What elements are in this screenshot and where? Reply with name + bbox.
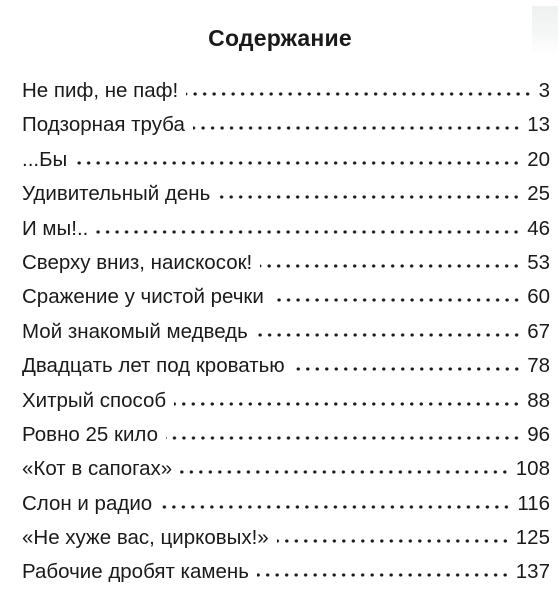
toc-entry-page-number: 67	[527, 319, 550, 343]
toc-entry-page-number: 96	[527, 422, 550, 446]
toc-entry-page-number: 46	[527, 216, 550, 240]
toc-entry	[22, 452, 550, 486]
toc-entry-page-number: 137	[515, 560, 550, 584]
dot-leader	[186, 92, 532, 96]
dot-leader	[277, 539, 510, 543]
toc-entry-page-number: 125	[515, 526, 550, 550]
toc-entry-title: Не пиф, не паф!	[22, 79, 179, 102]
toc-entry-title: Удивительный день	[22, 182, 211, 206]
dot-leader	[260, 264, 521, 268]
dot-leader	[75, 161, 521, 165]
dot-leader	[256, 333, 521, 337]
toc-entry	[22, 555, 550, 589]
toc-entry-page-number: 53	[527, 250, 550, 274]
toc-entry-title: Хитрый способ	[22, 388, 167, 412]
toc-entry-page-number: 78	[527, 354, 550, 378]
toc-entry	[22, 212, 550, 246]
toc-entry-title: Рабочие дробят камень	[22, 560, 249, 584]
toc-entry-title: ...Бы	[22, 147, 68, 171]
toc-entry-page-number: 25	[527, 182, 550, 206]
dot-leader	[257, 573, 510, 577]
dot-leader	[218, 195, 521, 199]
toc-entry-title: Сражение у чистой речки	[22, 285, 264, 309]
toc-entry	[22, 108, 550, 142]
toc-entry-page-number: 13	[527, 113, 550, 137]
toc-entry-title: «Кот в сапогах»	[22, 457, 173, 481]
toc-entry-title: И мы!..	[22, 216, 89, 240]
dot-leader	[160, 505, 511, 509]
toc-entry-title: «Не хуже вас, цирковых!»	[22, 526, 269, 550]
toc-entry	[22, 487, 550, 521]
toc-entry-page-number: 60	[527, 285, 550, 309]
toc-entry	[22, 177, 550, 211]
toc-entry	[22, 143, 550, 177]
toc-entry-page-number: 20	[527, 147, 550, 171]
dot-leader	[166, 436, 521, 440]
table-of-contents	[22, 74, 550, 590]
toc-entry	[22, 521, 550, 555]
toc-entry-title: Мой знакомый медведь	[22, 319, 248, 343]
toc-entry-title: Подзорная труба	[22, 113, 185, 137]
toc-entry	[22, 418, 550, 452]
toc-entry-title: Слон и радио	[22, 491, 153, 515]
toc-entry	[22, 384, 550, 418]
dot-leader	[272, 298, 521, 302]
toc-entry-title: Ровно 25 кило	[22, 422, 158, 446]
toc-entry-title: Сверху вниз, наискосок!	[22, 250, 253, 274]
toc-entry	[22, 349, 550, 383]
toc-entry	[22, 280, 550, 314]
toc-entry	[22, 74, 550, 108]
toc-entry-page-number: 108	[515, 457, 550, 481]
dot-leader	[293, 367, 522, 371]
toc-entry-page-number: 88	[527, 388, 550, 412]
toc-entry-page-number: 3	[538, 79, 550, 102]
toc-entry-title: Двадцать лет под кроватью	[22, 354, 285, 378]
dot-leader	[96, 230, 521, 234]
page-title: Содержание	[208, 25, 352, 52]
toc-entry	[22, 315, 550, 349]
toc-entry-page-number: 116	[517, 491, 550, 515]
dot-leader	[180, 470, 510, 474]
dot-leader	[193, 126, 521, 130]
toc-entry	[22, 246, 550, 280]
dot-leader	[174, 402, 521, 406]
